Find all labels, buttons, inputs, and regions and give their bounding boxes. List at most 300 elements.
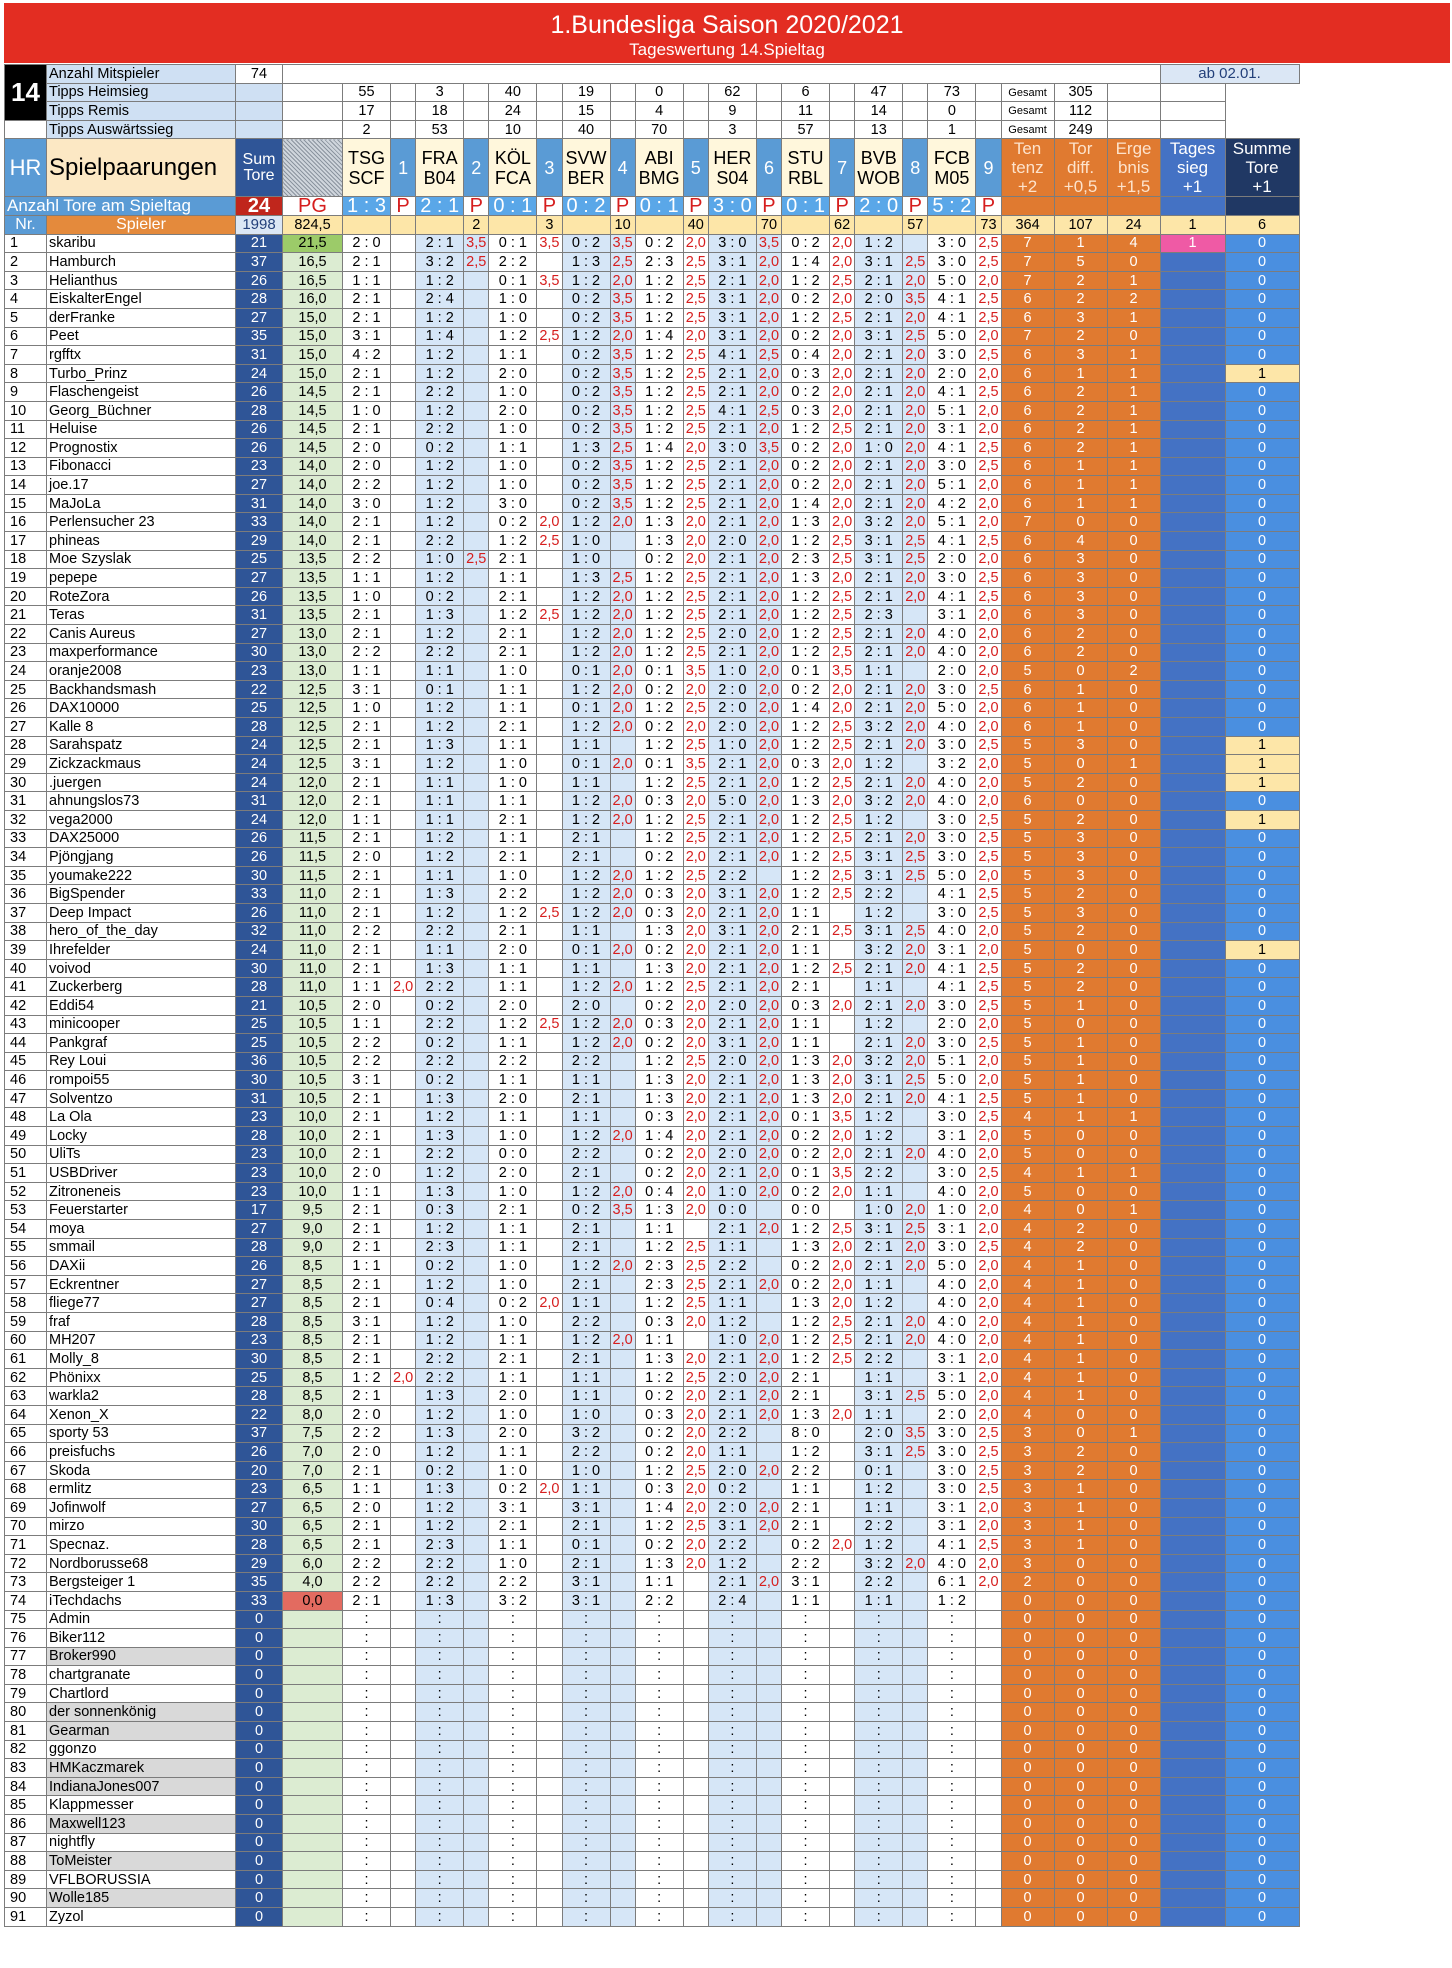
tip-points-2 [464, 1275, 489, 1294]
tip-6: 2 : 1 [708, 476, 756, 495]
player-tagessieg [1160, 1313, 1225, 1332]
player-tordiff: 2 [1054, 885, 1107, 904]
tip-points-6: 2,0 [756, 1220, 781, 1239]
player-summe-tore: 0 [1225, 1350, 1299, 1369]
player-summe-tore: 0 [1225, 253, 1299, 272]
tip-points-4: 2,0 [610, 1257, 635, 1276]
tip-points-1 [391, 253, 416, 272]
player-tendenz: 7 [1001, 271, 1054, 290]
tip-3: 0 : 2 [489, 1480, 537, 1499]
tip-points-8: 2,0 [903, 773, 928, 792]
tip-5: 1 : 2 [635, 346, 683, 365]
tip-3: 1 : 0 [489, 420, 537, 439]
tip-7: 1 : 2 [782, 1220, 830, 1239]
tip-9: 3 : 0 [928, 1108, 976, 1127]
tip-points-2 [464, 346, 489, 365]
tip-points-8 [903, 1182, 928, 1201]
player-tordiff: 0 [1054, 513, 1107, 532]
tip-1: 2 : 2 [343, 550, 391, 569]
tip-5: 1 : 2 [635, 420, 683, 439]
tip-8: 2 : 3 [855, 606, 903, 625]
tip-9: 3 : 0 [928, 1443, 976, 1462]
tip-points-9: 2,0 [976, 550, 1001, 569]
tip-4: : [562, 1703, 610, 1722]
tip-points-5: 2,5 [683, 829, 708, 848]
tip-points-1 [391, 829, 416, 848]
tip-8: 3 : 1 [855, 866, 903, 885]
empty [683, 102, 708, 121]
tip-points-2 [464, 1852, 489, 1871]
tip-9: : [928, 1759, 976, 1778]
tip-points-2 [464, 643, 489, 662]
tip-points-3 [537, 1573, 562, 1592]
player-rank: 87 [5, 1833, 47, 1852]
tip-points-5: 2,5 [683, 253, 708, 272]
tip-points-8 [903, 1164, 928, 1183]
player-summe-tore: 0 [1225, 866, 1299, 885]
tip-points-1 [391, 736, 416, 755]
tip-points-4: 2,0 [610, 606, 635, 625]
tip-5: 1 : 3 [635, 959, 683, 978]
player-row [5, 271, 1300, 290]
player-tendenz: 0 [1001, 1777, 1054, 1796]
tip-3: 2 : 1 [489, 643, 537, 662]
tip-9: 3 : 0 [928, 996, 976, 1015]
player-summe-tore: 0 [1225, 1443, 1299, 1462]
player-ergebnis: 1 [1107, 308, 1160, 327]
tip-points-2 [464, 736, 489, 755]
empty [830, 83, 855, 102]
player-pg: 11,0 [283, 978, 343, 997]
tip-points-5: 2,0 [683, 1405, 708, 1424]
player-sum-tore: 26 [236, 587, 283, 606]
empty [391, 83, 416, 102]
tip-points-6 [756, 1722, 781, 1741]
tip-6: 2 : 1 [708, 755, 756, 774]
tip-4: : [562, 1610, 610, 1629]
tip-points-9: 2,5 [976, 959, 1001, 978]
player-row [5, 476, 1300, 495]
tip-2: 1 : 2 [416, 1164, 464, 1183]
tip-points-5: 3,5 [683, 755, 708, 774]
tip-points-5: 2,5 [683, 1294, 708, 1313]
empty [236, 102, 283, 121]
player-tagessieg [1160, 1777, 1225, 1796]
tip-points-1 [391, 494, 416, 513]
tip-points-2 [464, 1908, 489, 1927]
sum-tore-value: 24 [236, 197, 283, 216]
tip-points-2 [464, 1889, 489, 1908]
player-rank: 74 [5, 1591, 47, 1610]
player-pg: 14,5 [283, 383, 343, 402]
tip-points-7 [830, 1387, 855, 1406]
tip-points-6: 2,0 [756, 643, 781, 662]
player-ergebnis: 0 [1107, 1573, 1160, 1592]
player-row [5, 1443, 1300, 1462]
tip-9: 3 : 0 [928, 253, 976, 272]
player-pg: 10,5 [283, 1015, 343, 1034]
tip-points-5 [683, 1815, 708, 1834]
player-row [5, 829, 1300, 848]
tip-8: : [855, 1815, 903, 1834]
tip-points-8 [903, 1833, 928, 1852]
tip-8: 2 : 1 [855, 1238, 903, 1257]
tip-7: 0 : 2 [782, 383, 830, 402]
player-tendenz: 6 [1001, 643, 1054, 662]
tip-points-7 [830, 1015, 855, 1034]
tip-points-7 [830, 1201, 855, 1220]
tip-7: 0 : 2 [782, 476, 830, 495]
tip-2: 1 : 3 [416, 606, 464, 625]
tip-9: 5 : 0 [928, 1387, 976, 1406]
tip-points-6: 2,0 [756, 755, 781, 774]
player-rank: 30 [5, 773, 47, 792]
tip-1: 2 : 1 [343, 1145, 391, 1164]
tip-points-2 [464, 606, 489, 625]
tip-9: 4 : 0 [928, 1331, 976, 1350]
result-8: 2 : 0 [855, 197, 903, 216]
player-summe-tore: 0 [1225, 1833, 1299, 1852]
tip-points-9: 2,5 [976, 829, 1001, 848]
tip-8: 2 : 1 [855, 587, 903, 606]
player-name: Phönixx [47, 1368, 236, 1387]
tip-points-6: 2,5 [756, 346, 781, 365]
tip-points-7 [830, 1461, 855, 1480]
player-ergebnis: 0 [1107, 532, 1160, 551]
tip-6: 2 : 0 [708, 996, 756, 1015]
player-tagessieg [1160, 606, 1225, 625]
player-summe-tore: 0 [1225, 476, 1299, 495]
player-pg: 9,0 [283, 1220, 343, 1239]
tip-points-3 [537, 755, 562, 774]
player-tendenz: 6 [1001, 346, 1054, 365]
player-rank: 47 [5, 1089, 47, 1108]
anzahl-tore-row [5, 197, 1300, 216]
tip-points-2 [464, 810, 489, 829]
tip-points-9: 2,0 [976, 1275, 1001, 1294]
tip-3: 0 : 2 [489, 1294, 537, 1313]
player-tagessieg [1160, 1015, 1225, 1034]
tip-points-5: 2,5 [683, 308, 708, 327]
player-summe-tore: 0 [1225, 1536, 1299, 1555]
player-rank: 67 [5, 1461, 47, 1480]
tip-points-5 [683, 1870, 708, 1889]
player-tordiff: 2 [1054, 959, 1107, 978]
gesamt-label: Gesamt [1001, 83, 1054, 102]
tip-points-3 [537, 680, 562, 699]
tip-4: 2 : 1 [562, 1554, 610, 1573]
tip-points-3 [537, 1647, 562, 1666]
tip-6: 2 : 0 [708, 1052, 756, 1071]
player-ergebnis: 0 [1107, 1536, 1160, 1555]
tip-8: 2 : 1 [855, 364, 903, 383]
tip-7: : [782, 1908, 830, 1927]
tip-points-4 [610, 922, 635, 941]
tip-5: 0 : 3 [635, 1480, 683, 1499]
player-name: DAXii [47, 1257, 236, 1276]
tip-6: 2 : 0 [708, 680, 756, 699]
player-row [5, 1870, 1300, 1889]
tip-3: 1 : 1 [489, 1536, 537, 1555]
player-pg: 10,0 [283, 1182, 343, 1201]
player-sum-tore: 26 [236, 1257, 283, 1276]
player-row [5, 625, 1300, 644]
tip-7: 1 : 3 [782, 569, 830, 588]
player-summe-tore: 0 [1225, 1424, 1299, 1443]
tip-4: 1 : 1 [562, 1294, 610, 1313]
player-rank: 66 [5, 1443, 47, 1462]
tip-4: 0 : 1 [562, 941, 610, 960]
tip-points-4: 2,0 [610, 755, 635, 774]
spieltag-number: 14 [5, 65, 47, 121]
player-pg: 6,5 [283, 1498, 343, 1517]
tip-points-2 [464, 532, 489, 551]
tip-1: 2 : 1 [343, 364, 391, 383]
tip-points-7 [830, 1740, 855, 1759]
tip-points-9: 2,0 [976, 1201, 1001, 1220]
player-tendenz: 4 [1001, 1275, 1054, 1294]
player-summe-tore: 0 [1225, 1684, 1299, 1703]
tip-points-7: 2,5 [830, 1331, 855, 1350]
player-tagessieg [1160, 1368, 1225, 1387]
tip-1: : [343, 1759, 391, 1778]
tipps-remis-5: 4 [635, 102, 683, 121]
match-number-9: 9 [976, 139, 1001, 197]
tip-3: 1 : 1 [489, 439, 537, 458]
tip-5: 1 : 2 [635, 569, 683, 588]
tip-points-8: 2,0 [903, 792, 928, 811]
player-name: Helianthus [47, 271, 236, 290]
tip-2: 2 : 4 [416, 290, 464, 309]
tip-2: : [416, 1740, 464, 1759]
player-name: Teras [47, 606, 236, 625]
tip-6: 2 : 2 [708, 866, 756, 885]
tip-points-1 [391, 1815, 416, 1834]
tip-points-1 [391, 1647, 416, 1666]
player-pg: 15,0 [283, 327, 343, 346]
tip-4: : [562, 1722, 610, 1741]
player-summe-tore: 0 [1225, 1498, 1299, 1517]
tip-points-3 [537, 1740, 562, 1759]
tip-5: : [635, 1629, 683, 1648]
tip-points-8 [903, 1517, 928, 1536]
tip-points-5: 2,5 [683, 346, 708, 365]
player-pg: 8,5 [283, 1313, 343, 1332]
tip-3: 2 : 2 [489, 1052, 537, 1071]
tip-points-1 [391, 1759, 416, 1778]
tip-points-6 [756, 1684, 781, 1703]
tip-points-8: 2,5 [903, 922, 928, 941]
tip-8: 3 : 1 [855, 532, 903, 551]
player-tordiff: 3 [1054, 866, 1107, 885]
player-rank: 43 [5, 1015, 47, 1034]
tip-points-3 [537, 457, 562, 476]
tip-points-6 [756, 1629, 781, 1648]
player-row [5, 848, 1300, 867]
player-rank: 52 [5, 1182, 47, 1201]
p-label-7: P [830, 197, 855, 216]
tip-6: 2 : 1 [708, 1164, 756, 1183]
tip-points-9: 2,5 [976, 587, 1001, 606]
tip-points-2 [464, 1517, 489, 1536]
tip-points-4 [610, 1498, 635, 1517]
player-tordiff: 0 [1054, 1777, 1107, 1796]
player-pg [283, 1833, 343, 1852]
tip-5: 1 : 2 [635, 1461, 683, 1480]
tip-points-3 [537, 401, 562, 420]
tip-2: : [416, 1759, 464, 1778]
player-ergebnis: 0 [1107, 903, 1160, 922]
tipps-aus-4: 40 [562, 120, 610, 139]
tip-7: 1 : 2 [782, 848, 830, 867]
player-rank: 44 [5, 1034, 47, 1053]
tip-4: 1 : 2 [562, 978, 610, 997]
tip-points-4: 2,0 [610, 792, 635, 811]
player-tordiff: 1 [1054, 476, 1107, 495]
tip-points-8 [903, 1870, 928, 1889]
tip-3: 2 : 0 [489, 941, 537, 960]
player-ergebnis: 0 [1107, 1071, 1160, 1090]
tip-7: 1 : 2 [782, 885, 830, 904]
tip-points-5: 2,0 [683, 1145, 708, 1164]
tip-points-6: 2,0 [756, 1517, 781, 1536]
player-tendenz: 6 [1001, 606, 1054, 625]
tip-1: 2 : 1 [343, 1517, 391, 1536]
player-tendenz: 5 [1001, 736, 1054, 755]
player-name: Xenon_X [47, 1405, 236, 1424]
tip-points-2 [464, 1796, 489, 1815]
tip-points-4 [610, 1313, 635, 1332]
tip-1: 2 : 1 [343, 1238, 391, 1257]
player-ergebnis: 1 [1107, 1108, 1160, 1127]
player-tagessieg [1160, 1201, 1225, 1220]
player-row [5, 1796, 1300, 1815]
tip-5: 0 : 3 [635, 903, 683, 922]
player-summe-tore: 0 [1225, 606, 1299, 625]
tip-points-6: 2,0 [756, 773, 781, 792]
tip-points-2 [464, 959, 489, 978]
tip-2: 1 : 2 [416, 1443, 464, 1462]
tip-1: 2 : 1 [343, 1387, 391, 1406]
tip-2: 2 : 2 [416, 978, 464, 997]
player-tagessieg [1160, 1833, 1225, 1852]
tip-2: 1 : 2 [416, 401, 464, 420]
player-tendenz: 7 [1001, 327, 1054, 346]
tip-7: 1 : 2 [782, 1443, 830, 1462]
tip-points-6 [756, 1591, 781, 1610]
tip-2: 1 : 2 [416, 1498, 464, 1517]
player-tagessieg [1160, 383, 1225, 402]
player-tendenz: 6 [1001, 494, 1054, 513]
player-rank: 72 [5, 1554, 47, 1573]
tip-points-6 [756, 1833, 781, 1852]
tip-points-3 [537, 1889, 562, 1908]
tip-6: : [708, 1740, 756, 1759]
tip-points-4: 2,5 [610, 569, 635, 588]
tip-points-6: 2,0 [756, 848, 781, 867]
tip-points-8: 2,0 [903, 996, 928, 1015]
player-ergebnis: 0 [1107, 1722, 1160, 1741]
tip-points-6: 2,0 [756, 271, 781, 290]
player-tendenz: 4 [1001, 1108, 1054, 1127]
player-sum-tore: 31 [236, 792, 283, 811]
tip-6: 4 : 1 [708, 401, 756, 420]
tip-points-1 [391, 1313, 416, 1332]
tip-5: : [635, 1870, 683, 1889]
tip-9: 2 : 0 [928, 550, 976, 569]
player-ergebnis: 1 [1107, 494, 1160, 513]
standings-table [4, 64, 1300, 1927]
player-pg: 10,0 [283, 1145, 343, 1164]
tip-1: 1 : 1 [343, 1257, 391, 1276]
player-sum-tore: 30 [236, 1350, 283, 1369]
player-name: nightfly [47, 1833, 236, 1852]
tip-7: 1 : 1 [782, 1015, 830, 1034]
tip-points-7 [830, 1722, 855, 1741]
player-sum-tore: 29 [236, 532, 283, 551]
player-name: Broker990 [47, 1647, 236, 1666]
tip-points-9: 2,5 [976, 1461, 1001, 1480]
tip-1: 2 : 1 [343, 383, 391, 402]
tip-points-9: 2,5 [976, 383, 1001, 402]
tip-points-5: 2,0 [683, 1015, 708, 1034]
tip-2: : [416, 1852, 464, 1871]
tip-points-6: 2,0 [756, 290, 781, 309]
tip-points-8: 2,0 [903, 420, 928, 439]
tip-4: 3 : 2 [562, 1424, 610, 1443]
p-label-5: P [683, 197, 708, 216]
tip-points-6 [756, 1238, 781, 1257]
empty [976, 120, 1001, 139]
tip-points-9: 2,5 [976, 996, 1001, 1015]
player-ergebnis: 0 [1107, 606, 1160, 625]
player-tordiff: 2 [1054, 271, 1107, 290]
player-tordiff: 1 [1054, 1498, 1107, 1517]
player-row [5, 1201, 1300, 1220]
player-tendenz: 5 [1001, 848, 1054, 867]
tip-points-2 [464, 829, 489, 848]
player-name: DAX25000 [47, 829, 236, 848]
tip-8: 2 : 0 [855, 290, 903, 309]
player-row [5, 1684, 1300, 1703]
tip-points-6 [756, 1889, 781, 1908]
tip-1: 2 : 0 [343, 1498, 391, 1517]
tendenz-label: Ten tenz +2 [1001, 139, 1054, 197]
player-tordiff: 0 [1054, 1740, 1107, 1759]
empty [1107, 120, 1160, 139]
tip-points-5: 2,5 [683, 290, 708, 309]
player-row [5, 1889, 1300, 1908]
tip-points-9: 2,5 [976, 439, 1001, 458]
player-tordiff: 0 [1054, 1127, 1107, 1146]
player-ergebnis: 1 [1107, 364, 1160, 383]
player-pg: 21,5 [283, 234, 343, 253]
player-tordiff: 0 [1054, 1182, 1107, 1201]
player-pg: 8,5 [283, 1294, 343, 1313]
player-tendenz: 5 [1001, 903, 1054, 922]
player-summe-tore: 0 [1225, 1629, 1299, 1648]
match-points-4: 10 [610, 215, 635, 234]
tip-points-4: 2,0 [610, 810, 635, 829]
tip-4: : [562, 1833, 610, 1852]
tip-4: 1 : 2 [562, 810, 610, 829]
tip-points-5: 2,5 [683, 364, 708, 383]
player-sum-tore: 27 [236, 476, 283, 495]
tip-points-7 [830, 1480, 855, 1499]
tip-points-5: 2,0 [683, 1387, 708, 1406]
tip-points-8: 2,0 [903, 1257, 928, 1276]
player-tagessieg [1160, 513, 1225, 532]
